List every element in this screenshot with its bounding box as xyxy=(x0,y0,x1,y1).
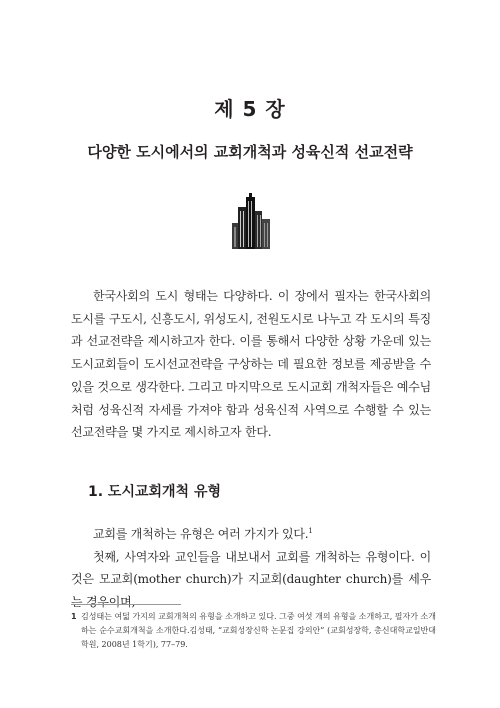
intro-text xyxy=(71,285,431,444)
section-paragraph-1-text: 교회를 개척하는 유형은 여러 가지가 있다. xyxy=(93,527,309,541)
intro-paragraph: 한국사회의 도시 형태는 다양하다. 이 장에서 필자는 한국사회의 도시를 구도시, 신흥도시, 위성도시, 전원도시로 나누고 각 도시의 특징과 선교전략을 제시하고자 한다. 이를 통해서 다양한 상황 가운데 있는 도시교회들이 도시선교전략을 구상하는 데 필요한 정보를 제공받을 수 있을 것으로 생각한다. 그리고 마지막으로 도시교회 개척자들은 예수님처럼 성육신적 자세를 가져야 함과 성육신적 사역으로 수행할 수 있는 선교전략을 몇 가지로 제시하고자 한다. xyxy=(71,289,431,440)
footnote xyxy=(71,610,436,652)
section-text xyxy=(71,523,431,614)
chapter-title: 제 5 장 xyxy=(214,97,286,121)
city-buildings-illustration xyxy=(232,193,270,249)
footnote-text: 김성태는 여덟 가지의 교회개척의 유형을 소개하고 있다. 그중 여섯 개의 유형을 소개하고, 필자가 소개하는 순수교회개척을 소개한다.김성태, “교회성장신학 논문집 강의안” (교회성장학, 총신대학교일반대학원, 2008년 1학기), 77–79. xyxy=(81,612,436,649)
footnote-number: 1 xyxy=(71,612,77,621)
section-heading: 1. 도시교회개척 유형 xyxy=(88,484,221,500)
footnote-divider xyxy=(71,604,181,605)
section-paragraph-2: 첫째, 사역자와 교인들을 내보내서 교회를 개척하는 유형이다. 이것은 모교회(mother church)가 지교회(daughter church)를 세우는 경우이며, xyxy=(71,549,431,610)
chapter-subtitle: 다양한 도시에서의 교회개척과 성육신적 선교전략 xyxy=(87,143,413,161)
section-paragraph-1 xyxy=(71,523,431,546)
footnote-ref: 1 xyxy=(308,527,313,535)
